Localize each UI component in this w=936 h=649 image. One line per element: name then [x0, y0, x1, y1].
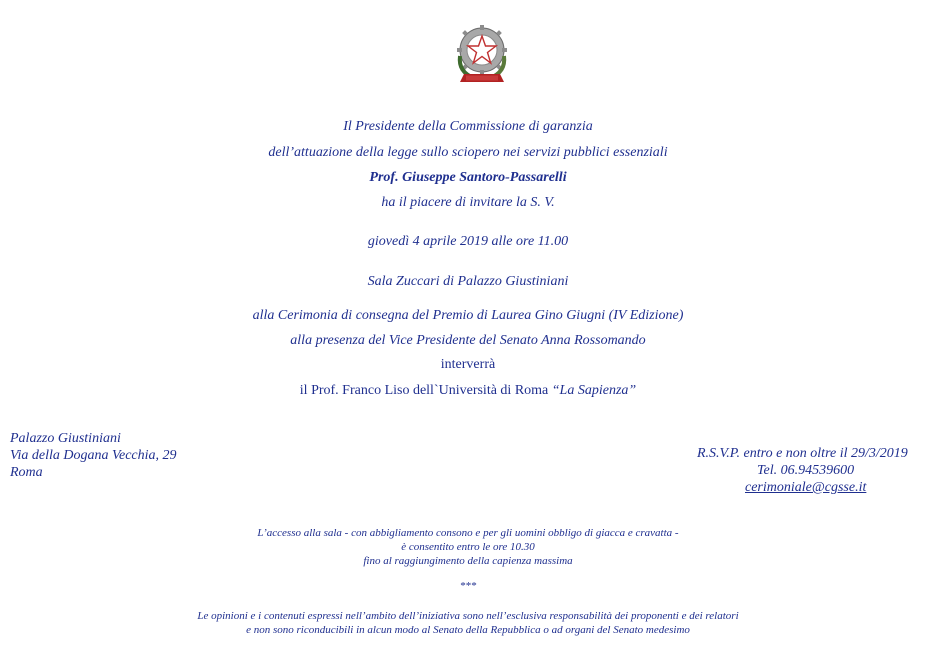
speaker-university: “La Sapienza”	[551, 383, 637, 398]
address-line-3: Roma	[10, 465, 43, 480]
ceremony-line: alla Cerimonia di consegna del Premio di Laurea Gino Giugni (IV Edizione)	[252, 308, 684, 323]
italian-republic-emblem-icon	[452, 22, 512, 86]
speaker-line	[0, 383, 936, 399]
invitation-line-4: ha il piacere di invitare la S. V.	[381, 195, 555, 210]
host-name: Prof. Giuseppe Santoro-Passarelli	[369, 170, 567, 185]
rsvp-email-link[interactable]: cerimoniale@cgsse.it	[745, 480, 867, 495]
access-note-line-1: L’accesso alla sala - con abbigliamento consono e per gli uomini obbligo di giacca e cravatta -	[257, 527, 679, 539]
rsvp-deadline: R.S.V.P. entro e non oltre il 29/3/2019	[697, 446, 908, 461]
access-note-line-2: è consentito entro le ore 10.30	[401, 541, 535, 553]
address-line-2: Via della Dogana Vecchia, 29	[10, 448, 177, 463]
rsvp-phone: Tel. 06.94539600	[757, 463, 855, 478]
speaks-line: interverrà	[440, 357, 496, 372]
separator: ***	[459, 580, 477, 592]
event-venue: Sala Zuccari di Palazzo Giustiniani	[367, 274, 569, 289]
disclaimer-line-1: Le opinioni e i contenuti espressi nell’ambito dell’iniziativa sono nell’esclusiva responsabilità dei proponenti e dei relatori	[197, 610, 739, 622]
address-block	[10, 430, 177, 481]
invitation-line-1: Il Presidente della Commissione di garanzia	[343, 119, 593, 134]
rsvp-email-wrap	[745, 479, 866, 496]
disclaimer-line-2: e non sono riconducibili in alcun modo al Senato della Repubblica o ad organi del Senato medesimo	[246, 624, 690, 636]
speaker-prefix: il Prof. Franco Liso dell`Università di Roma	[299, 383, 552, 398]
access-note-line-3: fino al raggiungimento della capienza massima	[363, 555, 573, 567]
event-date-time: giovedì 4 aprile 2019 alle ore 11.00	[367, 234, 569, 249]
presence-line: alla presenza del Vice Presidente del Senato Anna Rossomando	[290, 333, 646, 348]
invitation-line-2: dell’attuazione della legge sullo sciopero nei servizi pubblici essenziali	[268, 145, 668, 160]
address-line-1: Palazzo Giustiniani	[10, 431, 121, 446]
